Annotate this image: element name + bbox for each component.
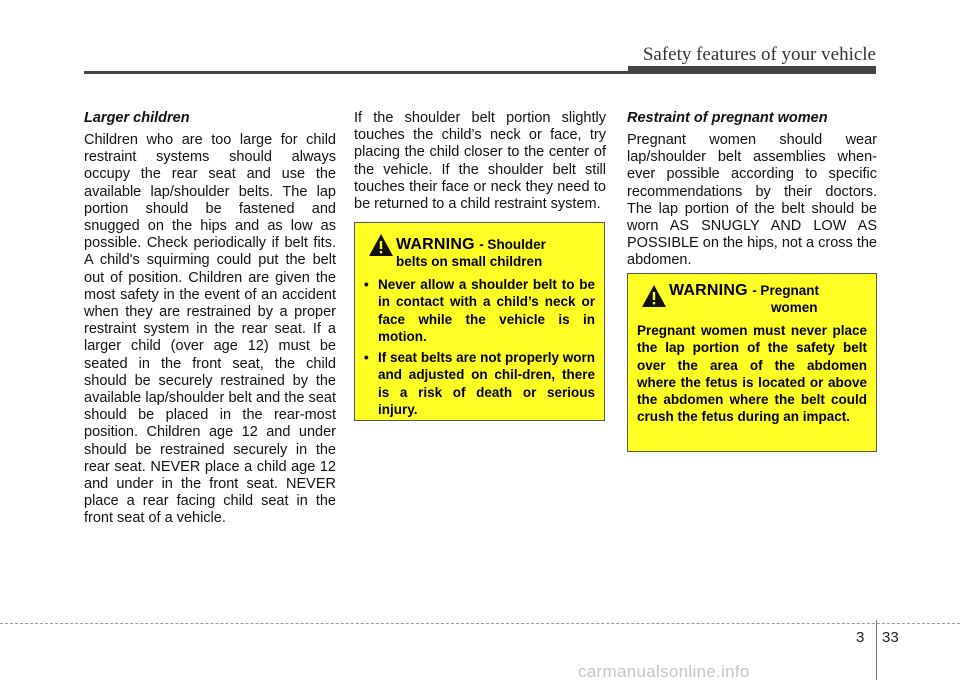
header-title: Safety features of your vehicle (642, 44, 876, 65)
warning-box-pregnant-women (627, 273, 877, 452)
paragraph-larger-children: Children who are too large for child restraint systems should always occupy the rear seat and use the available lap/shoulder belts. The lap portion should be fastened and snugged on the hips and as low as possible. Check periodically if belt fits. A child's squirming could put the belt out of position. Children are given the most safety in the event of an accident when they are restrained by a proper restraint system in the rear seat. If a larger child (over age 12) must be seated in the front seat, the child should be securely restrained by the available lap/shoulder belt and the seat should be placed in the rear-most position. Children age 12 and under should be restrained securely in the rear seat. NEVER place a child age 12 and under in the front seat. NEVER place a rear facing child seat in the front seat of a vehicle. (84, 132, 336, 527)
footer-rule (0, 623, 960, 624)
column-larger-children (84, 110, 336, 528)
column-pregnant-women (627, 110, 877, 270)
list-item: • If seat belts are not properly worn and adjusted on chil-dren, there is a risk of death or serious injury. (364, 350, 595, 418)
warning-topic-line1: - Pregnant (752, 283, 819, 298)
warning-topic-line1: - Shoulder (479, 237, 546, 252)
warning-topic-line2: women (771, 300, 818, 315)
watermark: carmanualsonline.info (578, 662, 750, 681)
list-item: • Never allow a shoulder belt to be in contact with a child’s neck or face while the vehicle is in motion. (364, 277, 595, 344)
warning-header (637, 282, 867, 316)
warning-triangle-icon (641, 284, 667, 308)
warning-box-shoulder-belts (354, 222, 605, 421)
column-shoulder-belt (354, 110, 606, 213)
header-tab (628, 66, 876, 74)
warning-list (364, 276, 595, 418)
warning-header (364, 231, 595, 270)
heading-larger-children: Larger children (84, 110, 190, 126)
warning-word: WARNING (669, 282, 748, 299)
page-number: 33 (882, 629, 899, 646)
warning-body: Pregnant women must never place the lap portion of the safety belt over the area of the abdomen where the fetus is located or above the abdomen where the belt could crush the fetus during an impact. (637, 323, 867, 425)
footer-divider (876, 620, 877, 680)
heading-pregnant-women: Restraint of pregnant women (627, 110, 828, 126)
warning-word: WARNING (396, 236, 475, 253)
warning-topic-line2: belts on small children (396, 254, 543, 269)
warning-triangle-icon (368, 233, 394, 257)
chapter-number: 3 (856, 629, 865, 646)
paragraph-pregnant-women: Pregnant women should wear lap/shoulder belt assemblies when-ever possible according to specific recommendations by their doctors. The lap portion of the belt should be worn AS SNUGLY AND LOW AS POSSIBLE on the hips, not a cross the abdomen. (627, 132, 877, 269)
paragraph-shoulder-belt: If the shoulder belt portion slightly touches the child’s neck or face, try placing the child closer to the center of the vehicle. If the shoulder belt still touches their face or neck they need to be returned to a child restraint system. (354, 110, 606, 213)
